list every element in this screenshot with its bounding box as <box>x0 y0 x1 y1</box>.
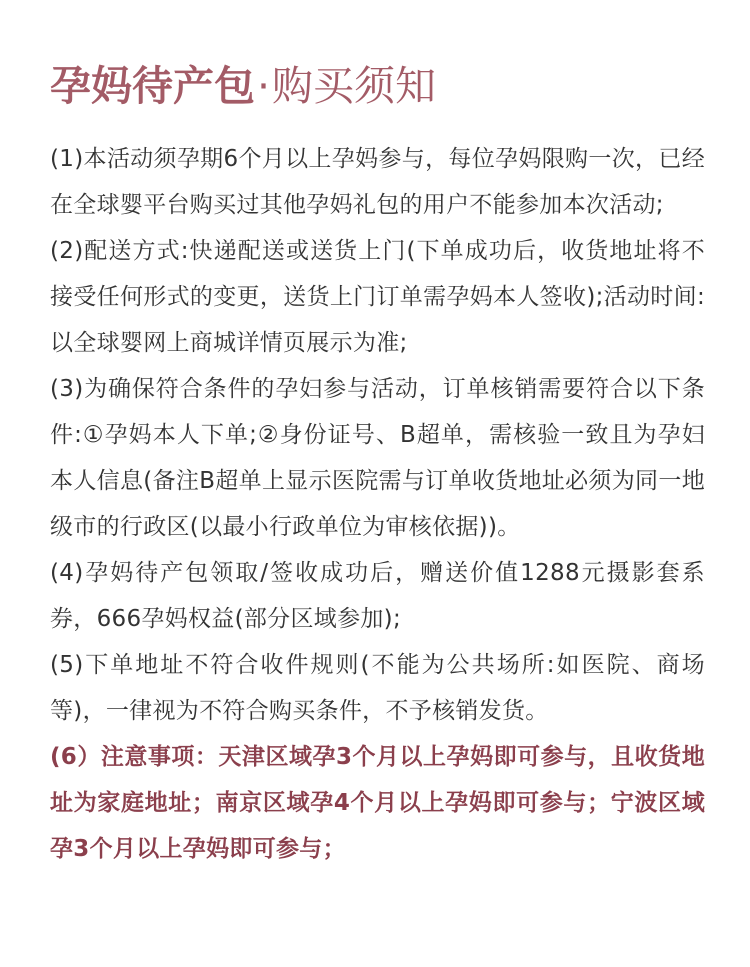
rule-item-4: (4)孕妈待产包领取/签收成功后，赠送价值1288元摄影套系券，666孕妈权益(部分区域参加); <box>50 560 705 632</box>
rule-item-3: (3)为确保符合条件的孕妇参与活动，订单核销需要符合以下条件:①孕妈本人下单;②身份证号、B超单，需核验一致且为孕妇本人信息(备注B超单上显示医院需与订单收货地址必须为同一地级市的行政区(以最小行政单位为审核依据))。 <box>50 376 705 540</box>
page-title-sub: 购买须知 <box>272 62 437 110</box>
notice-content <box>50 136 705 872</box>
rule-item-2: (2)配送方式:快递配送或送货上门(下单成功后，收货地址将不接受任何形式的变更，送货上门订单需孕妈本人签收);活动时间: 以全球婴网上商城详情页展示为准; <box>50 238 705 356</box>
rule-item-1: (1)本活动须孕期6个月以上孕妈参与，每位孕妈限购一次，已经在全球婴平台购买过其他孕妈礼包的用户不能参加本次活动; <box>50 146 705 218</box>
rule-item-6-notice: (6）注意事项：天津区域孕3个月以上孕妈即可参与，且收货地址为家庭地址；南京区域孕4个月以上孕妈即可参与；宁波区域孕3个月以上孕妈即可参与； <box>50 744 705 862</box>
rule-item-5: (5)下单地址不符合收件规则(不能为公共场所:如医院、商场等)，一律视为不符合购买条件，不予核销发货。 <box>50 652 705 724</box>
page-title <box>50 58 436 114</box>
page-title-main: 孕妈待产包 <box>50 62 255 110</box>
page-title-dot: · <box>257 62 271 110</box>
